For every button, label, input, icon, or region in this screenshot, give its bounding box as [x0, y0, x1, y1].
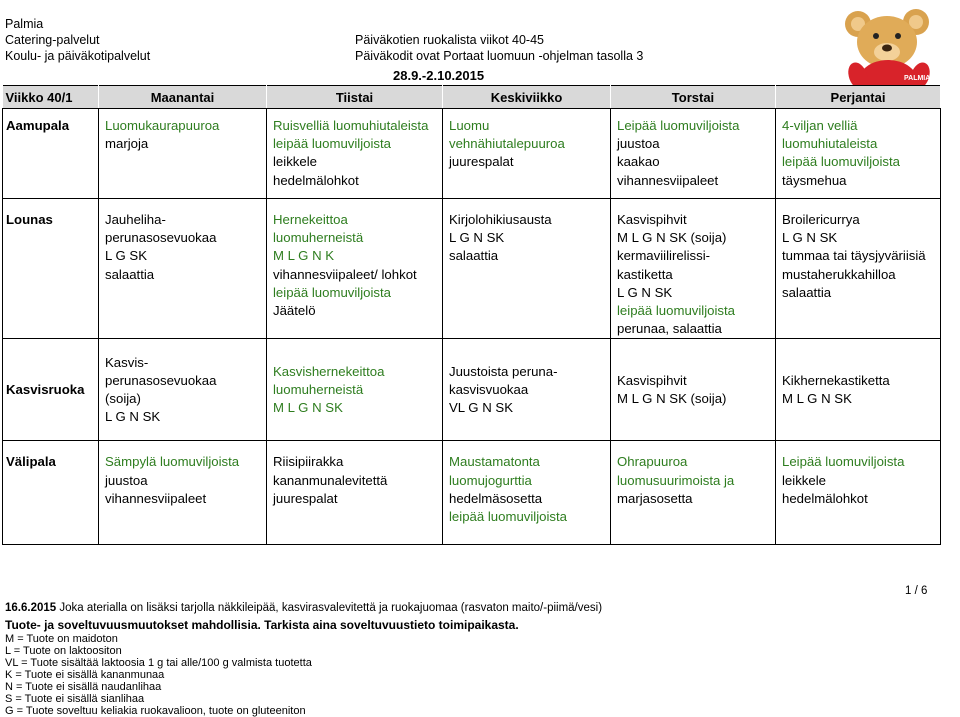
- menu-line: (soija): [105, 390, 141, 406]
- menu-line: M L G N SK (soija): [617, 230, 727, 246]
- menu-line: Jauheliha-: [105, 212, 166, 227]
- menu-line: perunasosevuokaa: [105, 230, 217, 246]
- menu-line: salaattia: [105, 266, 155, 282]
- menu-line: leikkele: [782, 472, 826, 488]
- menu-line: L G N SK: [782, 230, 838, 246]
- menu-line: kermaviilirelissi-: [617, 248, 711, 264]
- menu-cell: [99, 109, 267, 199]
- menu-line: vihannesviipaleet: [105, 490, 207, 506]
- menu-line: Leipää luomuviljoista: [617, 118, 740, 133]
- menu-line: Jäätelö: [273, 303, 316, 319]
- menu-line: juustoa: [105, 472, 148, 488]
- menu-cell: [99, 339, 267, 441]
- legend-item: M = Tuote on maidoton: [5, 633, 118, 645]
- menu-line: hedelmälohkot: [782, 490, 868, 506]
- menu-cell: [776, 441, 941, 545]
- menu-line: luomuherneistä: [273, 381, 364, 397]
- menu-cell: [776, 109, 941, 199]
- menu-line: VL G N SK: [449, 400, 514, 416]
- menu-line: luomuherneistä: [273, 230, 364, 246]
- menu-line: Kasvishernekeittoa: [273, 363, 385, 379]
- menu-line: Kikhernekastiketta: [782, 372, 890, 388]
- menu-line: juurespalat: [449, 154, 514, 170]
- menu-cell: [443, 199, 611, 339]
- menu-line: kaakao: [617, 154, 660, 170]
- legend-item: VL = Tuote sisältää laktoosia 1 g tai alle/100 g valmista tuotetta: [5, 657, 312, 669]
- menu-line: luomuhiutaleista: [782, 136, 878, 152]
- menu-cell: [611, 441, 776, 545]
- table-header-row: [3, 86, 941, 109]
- menu-line: Leipää luomuviljoista: [782, 454, 905, 470]
- menu-line: salaattia: [449, 248, 499, 264]
- meal-row: [3, 339, 941, 441]
- menu-title: Päiväkotien ruokalista viikot 40-45: [355, 33, 544, 47]
- menu-line: Sämpylä luomuviljoista: [105, 454, 240, 470]
- week-header: Viikko 40/1: [3, 86, 99, 109]
- menu-line: mustaherukkahilloa: [782, 266, 896, 282]
- menu-cell: [776, 339, 941, 441]
- menu-line: leipää luomuviljoista: [617, 303, 736, 319]
- menu-line: L G N SK: [105, 409, 161, 425]
- footer-note-line: [5, 602, 602, 614]
- menu-line: L G N SK: [449, 230, 505, 246]
- menu-line: salaattia: [782, 284, 832, 300]
- legend-item: G = Tuote soveltuu keliakia ruokavalioon, tuote on gluteeniton: [5, 705, 306, 717]
- menu-cell: [443, 441, 611, 545]
- menu-cell: [776, 199, 941, 339]
- menu-line: Kirjolohikiusausta: [449, 212, 552, 227]
- menu-line: Luomu: [449, 118, 490, 133]
- org-name: Palmia: [5, 17, 44, 31]
- menu-line: M L G N SK: [782, 390, 852, 406]
- legend-item: K = Tuote ei sisällä kananmunaa: [5, 669, 165, 681]
- logo-text: PALMIA: [904, 75, 931, 82]
- date-range: 28.9.-2.10.2015: [393, 68, 485, 83]
- page-number: 1 / 6: [905, 585, 928, 597]
- menu-table: [2, 85, 941, 545]
- menu-line: tummaa tai täysjyväriisiä: [782, 248, 926, 264]
- menu-line: hedelmälohkot: [273, 172, 359, 188]
- meal-label: Lounas: [3, 199, 99, 339]
- menu-line: luomusuurimoista ja: [617, 472, 735, 488]
- menu-line: L G N SK: [617, 284, 673, 300]
- day-header: Perjantai: [776, 86, 941, 109]
- day-header: Torstai: [611, 86, 776, 109]
- menu-line: Broilericurrya: [782, 212, 860, 227]
- menu-cell: [611, 109, 776, 199]
- menu-line: 4-viljan velliä: [782, 118, 858, 133]
- menu-line: M L G N SK: [273, 400, 343, 416]
- menu-line: kananmunalevitettä: [273, 472, 388, 488]
- footer-warning: Tuote- ja soveltuvuusmuutokset mahdollisia. Tarkista aina soveltuvuustieto toimipaikasta.: [5, 618, 519, 632]
- menu-line: Riisipiirakka: [273, 454, 344, 470]
- menu-line: leikkele: [273, 154, 317, 170]
- menu-line: kasvisvuokaa: [449, 381, 529, 397]
- menu-cell: [267, 339, 443, 441]
- menu-cell: [443, 109, 611, 199]
- menu-line: Kasvispihvit: [617, 372, 687, 388]
- menu-line: täysmehua: [782, 172, 847, 188]
- allergen-legend: [5, 633, 312, 717]
- menu-cell: [267, 199, 443, 339]
- meal-label: Aamupala: [3, 109, 99, 199]
- menu-line: Ruisvelliä luomuhiutaleista: [273, 118, 429, 133]
- menu-line: vihannesviipaleet: [617, 172, 719, 188]
- meal-row: [3, 109, 941, 199]
- menu-line: marjoja: [105, 136, 149, 152]
- menu-cell: [99, 199, 267, 339]
- day-header: Tiistai: [267, 86, 443, 109]
- menu-line: Juustoista peruna-: [449, 363, 558, 379]
- unit-name: Catering-palvelut: [5, 33, 100, 47]
- menu-cell: [611, 339, 776, 441]
- menu-line: Kasvis-: [105, 354, 149, 370]
- menu-line: M L G N K: [273, 248, 335, 264]
- meal-label: Kasvisruoka: [3, 339, 99, 441]
- meal-label: Välipala: [3, 441, 99, 545]
- menu-line: leipää luomuviljoista: [273, 284, 392, 300]
- menu-line: Hernekeittoa: [273, 212, 348, 227]
- menu-cell: [267, 441, 443, 545]
- menu-line: perunaa, salaattia: [617, 321, 722, 337]
- menu-line: kastiketta: [617, 266, 673, 282]
- menu-subtitle: Päiväkodit ovat Portaat luomuun -ohjelman tasolla 3: [355, 49, 644, 63]
- menu-line: hedelmäsosetta: [449, 490, 543, 506]
- menu-cell: [611, 199, 776, 339]
- menu-line: M L G N SK (soija): [617, 390, 727, 406]
- menu-line: perunasosevuokaa: [105, 372, 217, 388]
- menu-line: leipää luomuviljoista: [273, 136, 392, 152]
- menu-cell: [443, 339, 611, 441]
- legend-item: L = Tuote on laktoositon: [5, 645, 122, 657]
- menu-line: Maustamatonta: [449, 454, 540, 470]
- footer-date: 16.6.2015: [5, 602, 57, 614]
- menu-line: marjasosetta: [617, 490, 693, 506]
- unit-subname: Koulu- ja päiväkotipalvelut: [5, 49, 151, 63]
- menu-line: vihannesviipaleet/ lohkot: [273, 266, 417, 282]
- menu-cell: [267, 109, 443, 199]
- menu-line: Luomukaurapuuroa: [105, 118, 220, 133]
- menu-line: Kasvispihvit: [617, 212, 687, 227]
- menu-line: L G SK: [105, 248, 148, 264]
- menu-line: juustoa: [617, 136, 660, 152]
- meal-row: [3, 199, 941, 339]
- menu-line: juurespalat: [273, 490, 338, 506]
- legend-item: N = Tuote ei sisällä naudanlihaa: [5, 681, 162, 693]
- menu-line: luomujogurttia: [449, 472, 532, 488]
- day-header: Maanantai: [99, 86, 267, 109]
- menu-line: vehnähiutalepuuroa: [449, 136, 565, 152]
- legend-item: S = Tuote ei sisällä sianlihaa: [5, 693, 145, 705]
- menu-line: leipää luomuviljoista: [782, 154, 901, 170]
- footer-note: Joka aterialla on lisäksi tarjolla näkkileipää, kasvirasvalevitettä ja ruokajuomaa (rasvaton maito/-piimä/vesi): [59, 602, 603, 614]
- menu-line: leipää luomuviljoista: [449, 509, 568, 525]
- menu-line: Ohrapuuroa: [617, 454, 688, 470]
- day-header: Keskiviikko: [443, 86, 611, 109]
- menu-cell: [99, 441, 267, 545]
- meal-row: [3, 441, 941, 545]
